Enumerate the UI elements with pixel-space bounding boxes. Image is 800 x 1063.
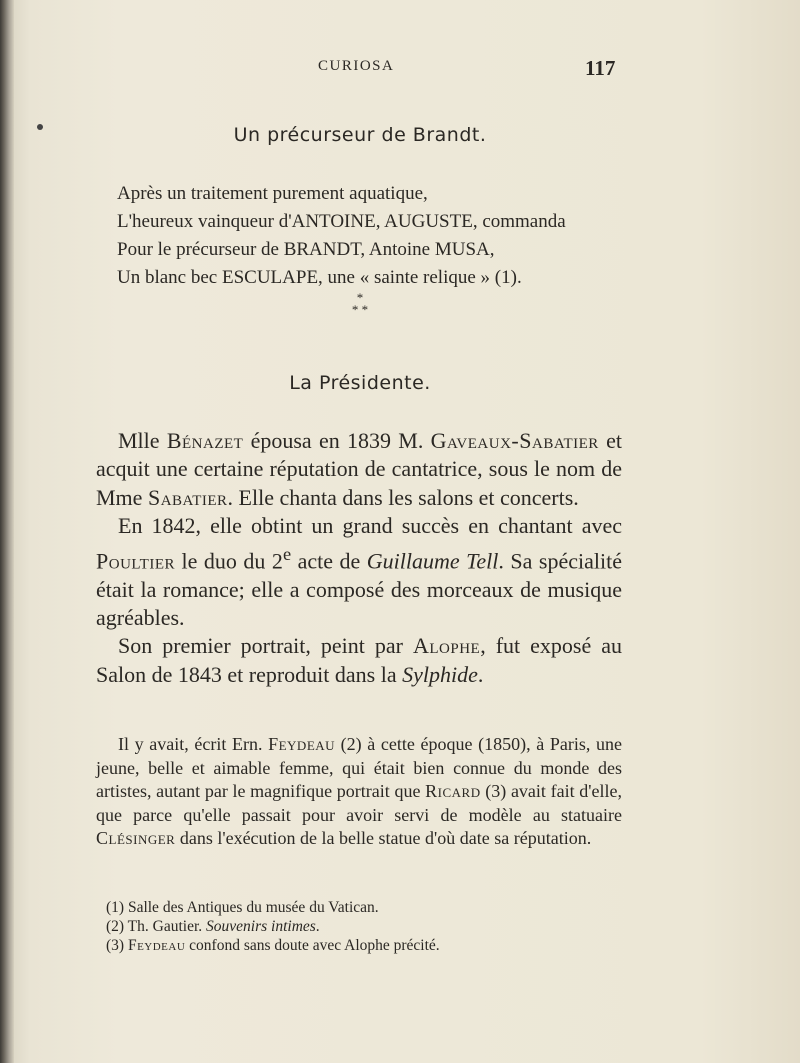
text-run: , fut exposé au Salon de 1843 et reproduit dans la — [96, 633, 622, 687]
asterism-separator — [330, 292, 390, 316]
proper-name: Feydeau — [268, 734, 336, 754]
footnotes — [106, 898, 626, 955]
text-run: acte de — [291, 548, 367, 574]
text-run: (3) avait fait d'elle, que parce qu'elle passait pour avoir servi de modèle au statuaire — [96, 781, 622, 825]
footnote-1: (1) Salle des Antiques du musée du Vatican. — [106, 899, 379, 916]
text-run: confond sans doute avec Alophe précité. — [185, 937, 440, 954]
text-run: épousa en 1839 M. — [243, 428, 431, 453]
text-run: (3) — [106, 937, 128, 954]
text-run: . — [315, 918, 320, 935]
text-run: . — [477, 661, 484, 687]
quoted-text — [96, 733, 622, 851]
paragraph — [96, 632, 622, 689]
work-title: Guillaume Tell — [366, 548, 499, 574]
work-title: Sylphide — [402, 661, 478, 687]
proper-name: Poultier — [96, 548, 176, 574]
section-title-brandt: Un précurseur de Brandt. — [233, 124, 487, 146]
text-run: Son premier portrait, peint par — [118, 633, 413, 659]
poem-line: Après un traitement purement aquatique, — [117, 183, 428, 204]
body-text — [96, 427, 622, 689]
text-run: le duo du 2 — [175, 548, 283, 574]
paragraph — [96, 512, 622, 633]
paragraph — [96, 427, 622, 512]
section-title-presidente: La Présidente. — [289, 372, 431, 394]
superscript: e — [282, 544, 292, 565]
text-run: (2) à cette époque (1850), à Paris, une jeune, belle et aimable femme, qui était bien connue du monde des artistes, autant par le magnifique portrait que — [96, 734, 622, 801]
asterism-bottom: * * — [351, 302, 369, 317]
text-run: Il y avait, écrit Ern. — [118, 734, 269, 754]
footnote-2 — [106, 917, 626, 936]
proper-name: Ricard — [425, 781, 481, 801]
running-title: CURIOSA — [318, 58, 395, 74]
proper-name: Feydeau — [127, 937, 186, 954]
footnote-3 — [106, 936, 626, 955]
asterism-top: * — [356, 290, 364, 305]
proper-name: Alophe — [412, 633, 481, 659]
text-run: dans l'exécution de la belle statue d'où date sa réputation. — [175, 828, 592, 848]
proper-name: Bénazet — [166, 428, 244, 453]
poem — [117, 180, 637, 292]
text-run: . Elle chanta dans les salons et concerts. — [227, 484, 579, 510]
paragraph — [96, 733, 622, 851]
proper-name: Gaveaux-Sabatier — [430, 428, 599, 453]
poem-line: L'heureux vainqueur d'ANTOINE, AUGUSTE, commanda — [117, 211, 566, 232]
text-run: (2) Th. Gautier. — [106, 918, 207, 935]
page-header — [0, 56, 800, 84]
poem-line: Pour le précurseur de BRANDT, Antoine MUSA, — [117, 239, 495, 260]
text-run: et acquit une certaine réputation de cantatrice, sous le nom de Mme — [96, 428, 622, 510]
text-run: Mlle — [118, 428, 167, 453]
work-title: Souvenirs intimes — [206, 918, 316, 935]
text-run: En 1842, elle obtint un grand succès en chantant avec — [118, 512, 622, 538]
poem-line: Un blanc bec ESCULAPE, une « sainte relique » (1). — [117, 267, 522, 288]
page-number: 117 — [585, 56, 616, 80]
book-binding-edge — [0, 0, 14, 1063]
proper-name: Clésinger — [96, 828, 176, 848]
proper-name: Sabatier — [147, 484, 228, 510]
text-run: . Sa spécialité était la romance; elle a composé des morceaux de musique agréables. — [96, 548, 622, 631]
